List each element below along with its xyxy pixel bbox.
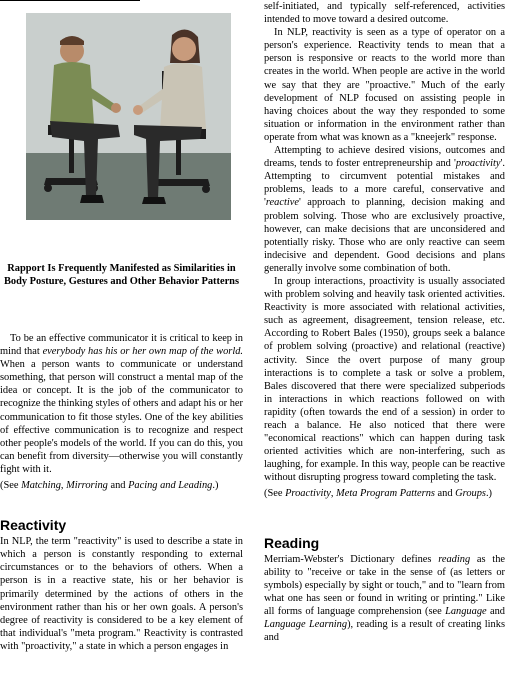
reactivity-paragraph-4: In group interactions, proactivity is usually associated with problem solving and heavily task oriented activities. Reactivity is more associated with relational activities, such as agreement, disagreement, tension release, etc. According to Robert Bales (1950), groups seek a balance of problem solving (proactive) and relational (reactive) activity. Since the overt purpose of many group interactions is to complete a task or solve a problem, Bales discovered that there were specialized subperiods in interactions in which reactions followed on with rapidity (often towards the end of a session) in order to reach a balance. He also noticed that there were "economical reactions" which can happen during task oriented activities which are non-interfering, such as laughing, for example. In this way, people can be reactive without disrupting progress toward completing the task. [264, 275, 505, 484]
text-run: Merriam-Webster's Dictionary defines [264, 553, 439, 565]
see-also-communication [0, 479, 243, 492]
top-rule [0, 0, 140, 1]
reactivity-paragraph-3 [264, 144, 505, 275]
text-run: and [107, 480, 129, 492]
cross-reference: Mirroring [66, 480, 108, 492]
cross-reference: Groups [455, 488, 486, 500]
text-run: When a person wants to communicate or understand something, that person will construct a mental map of the idea or concept. It is the job of the communicator to recognize the thinking styles of others and adapt his or her communication to fit those styles. One of the key abilities of effective communication is to recognize and respect other people's models of the world. If you can do this, you can benefit from diversity—otherwise you will constantly fight with it. [0, 359, 243, 475]
cross-reference: Pacing and Leading [128, 480, 213, 492]
text-run: as the ability to "receive or take in the sense of (as letters or symbols) especially by sight or touch," and to "learn from what one has seen or found in writing or printing." Like all forms of language comprehension (see [264, 553, 506, 617]
reactivity-heading: Reactivity [0, 517, 67, 534]
text-run: ), reading is a result of creating links and [264, 619, 505, 644]
emphasis: proactivity [455, 158, 501, 170]
emphasis: reading [438, 553, 471, 565]
text-run: , [330, 488, 337, 500]
text-run: and [486, 605, 505, 617]
text-run: , [60, 480, 67, 492]
reactivity-paragraph-2: In NLP, reactivity is seen as a type of operator on a person's experience. Reactivity tends to mean that a person is responsive or reacts to the world more than creates in the world. When people are active in the world we say that they are "proactive." Much of the early development of NLP focused on assisting people in having choices about the way they responded to some situation or information in the environment rather than operate from what was known as a "kneejerk" response. [264, 27, 505, 143]
cross-reference: Language [445, 605, 487, 617]
text-run: ' approach to planning, decision making and problem solving. Those who are exclusively proactive, however, can make decisions that are unconsidered and potentially risky. Those who are only reactive can seem indecisive and dependent. Good decisions and plans generally involve some combination of both. [264, 197, 505, 274]
emphasis: reactive [265, 197, 299, 209]
cross-reference: Proactivity [285, 488, 331, 500]
left-text-block [0, 332, 243, 653]
photo-caption: Rapport Is Frequently Manifested as Similarities in Body Posture, Gestures and Other Behavior Patterns [3, 263, 240, 287]
reading-heading: Reading [264, 534, 320, 551]
cross-reference: Language Learning [264, 619, 348, 631]
text-run: .) [212, 480, 219, 492]
cross-reference: Meta Program Patterns [336, 488, 435, 500]
reactivity-paragraph-1: In NLP, the term "reactivity" is used to describe a state in which a person is constantly responding to external circumstances or to the behaviors of others. When a person is in a reactive state, his or her behavior is primarily determined by the actions of others in the environment rather than his or her own goals. A person's degree of reactivity is considered to be a key element of that individual's "meta program." Reactivity is contrasted with "proactivity," a state in which a person engages in [0, 536, 243, 652]
right-column [264, 0, 505, 644]
text-run: and [434, 488, 456, 500]
text-run: (See [264, 488, 286, 500]
text-run: (See [0, 480, 22, 492]
see-also-reactivity [264, 487, 505, 500]
text-run: '. Attempting to circumvent potential mistakes and problems, leads to a more careful, conservative and ' [264, 158, 505, 209]
reading-paragraph-1 [264, 553, 505, 645]
text-run: Attempting to achieve desired visions, outcomes and dreams, tends to foster entrepreneurship and ' [264, 145, 505, 170]
intro-paragraph [0, 332, 243, 476]
reactivity-paragraph-1-continued: self-initiated, and typically self-referenced, activities intended to move toward a desired outcome. [264, 1, 505, 26]
emphasis: everybody has his or her own map of the world. [42, 346, 244, 358]
rapport-photo [26, 13, 231, 220]
cross-reference: Matching [21, 480, 61, 492]
text-run: To be an effective communicator it is critical to keep in mind that [0, 333, 243, 358]
rapport-photo-illustration [26, 13, 231, 220]
text-run: .) [485, 488, 493, 500]
